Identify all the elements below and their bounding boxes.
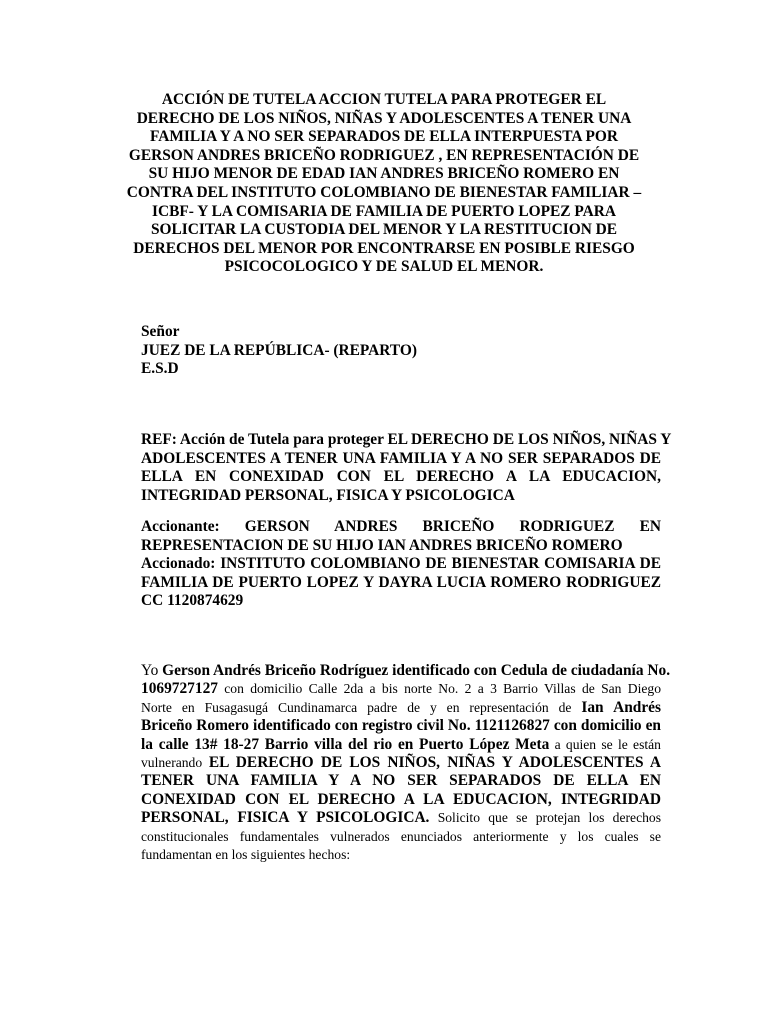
- ref-line: ELLA EN CONEXIDAD CON EL DERECHO A LA EDUCACION,: [141, 468, 661, 486]
- body-line: TENER UNA FAMILIA Y A NO SER SEPARADOS DE ELLA EN: [141, 772, 661, 790]
- body-bold-text: Ian Andrés: [581, 698, 661, 716]
- body-text: a quien se le están: [549, 736, 661, 752]
- document-title: [120, 91, 648, 277]
- party-line: Accionado: INSTITUTO COLOMBIANO DE BIENESTAR COMISARIA DE: [141, 555, 661, 573]
- addressee-block: [141, 323, 417, 379]
- title-line: ICBF- Y LA COMISARIA DE FAMILIA DE PUERTO LOPEZ PARA: [152, 202, 616, 220]
- body-text: Norte en Fusagasugá Cundinamarca padre de y en representación de: [141, 699, 582, 715]
- body-bold-text: PERSONAL, FISICA Y PSICOLOGICA.: [141, 809, 430, 827]
- body-bold-text: Gerson Andrés Briceño Rodríguez identificado con Cedula de ciudadanía No.: [162, 662, 671, 679]
- title-line: SOLICITAR LA CUSTODIA DEL MENOR Y LA RESTITUCION DE: [150, 221, 618, 239]
- body-text: Yo: [141, 662, 163, 679]
- body-bold-text: la calle 13# 18-27 Barrio villa del rio en Puerto López Meta: [141, 735, 550, 753]
- title-line: DERECHO DE LOS NIÑOS, NIÑAS Y ADOLESCENTES A TENER UNA: [136, 109, 632, 127]
- body-line: [141, 699, 661, 717]
- parties-block: [141, 518, 661, 611]
- judge-line: JUEZ DE LA REPÚBLICA- (REPARTO): [141, 341, 417, 359]
- body-line: constitucionales fundamentales vulnerados enunciados anteriormente y los cuales se: [141, 828, 661, 844]
- title-line: CONTRA DEL INSTITUTO COLOMBIANO DE BIENESTAR FAMILIAR –: [126, 183, 642, 201]
- title-line: GERSON ANDRES BRICEÑO RODRIGUEZ , EN REPRESENTACIÓN DE: [128, 146, 640, 164]
- body-text: vulnerando: [141, 755, 209, 771]
- party-line: Accionante: GERSON ANDRES BRICEÑO RODRIGUEZ EN: [141, 518, 661, 535]
- body-text: Solicito que se protejan los derechos: [429, 810, 661, 826]
- body-line: [141, 680, 661, 698]
- esd-line: E.S.D: [141, 360, 179, 378]
- body-line: [141, 662, 671, 680]
- body-line: fundamentan en los siguientes hechos:: [141, 847, 351, 863]
- party-line: CC 1120874629: [141, 592, 244, 610]
- title-line: PSICOCOLOGICO Y DE SALUD EL MENOR.: [224, 258, 544, 276]
- body-line: [141, 809, 661, 827]
- body-bold-text: EL DERECHO DE LOS NIÑOS, NIÑAS Y ADOLESCENTES A: [208, 754, 661, 772]
- ref-line: ADOLESCENTES A TENER UNA FAMILIA Y A NO SER SEPARADOS DE: [141, 449, 661, 467]
- body-bold-text: 1069727127: [141, 680, 218, 698]
- title-line: FAMILIA Y A NO SER SEPARADOS DE ELLA INTERPUESTA POR: [150, 128, 618, 146]
- body-line: [141, 736, 661, 754]
- body-line: [141, 754, 661, 772]
- body-line: CONEXIDAD CON EL DERECHO A LA EDUCACION, INTEGRIDAD: [141, 790, 661, 808]
- body-line: Briceño Romero identificado con registro civil No. 1121126827 con domicilio en: [141, 717, 661, 735]
- party-line: FAMILIA DE PUERTO LOPEZ Y DAYRA LUCIA ROMERO RODRIGUEZ: [141, 573, 661, 591]
- reference-block: [141, 431, 672, 505]
- ref-line: REF: Acción de Tutela para proteger EL DERECHO DE LOS NIÑOS, NIÑAS Y: [141, 431, 672, 448]
- body-text: con domicilio Calle 2da a bis norte No. 2 a 3 Barrio Villas de San Diego: [217, 681, 661, 697]
- title-line: SU HIJO MENOR DE EDAD IAN ANDRES BRICEÑO ROMERO EN: [148, 165, 620, 183]
- title-line: ACCIÓN DE TUTELA ACCION TUTELA PARA PROTEGER EL: [161, 91, 607, 108]
- title-line: DERECHOS DEL MENOR POR ENCONTRARSE EN POSIBLE RIESGO: [133, 239, 635, 257]
- body-paragraph: [141, 662, 671, 864]
- party-line: REPRESENTACION DE SU HIJO IAN ANDRES BRICEÑO ROMERO: [141, 536, 623, 554]
- salutation: Señor: [141, 323, 180, 340]
- ref-line: INTEGRIDAD PERSONAL, FISICA Y PSICOLOGICA: [141, 486, 515, 504]
